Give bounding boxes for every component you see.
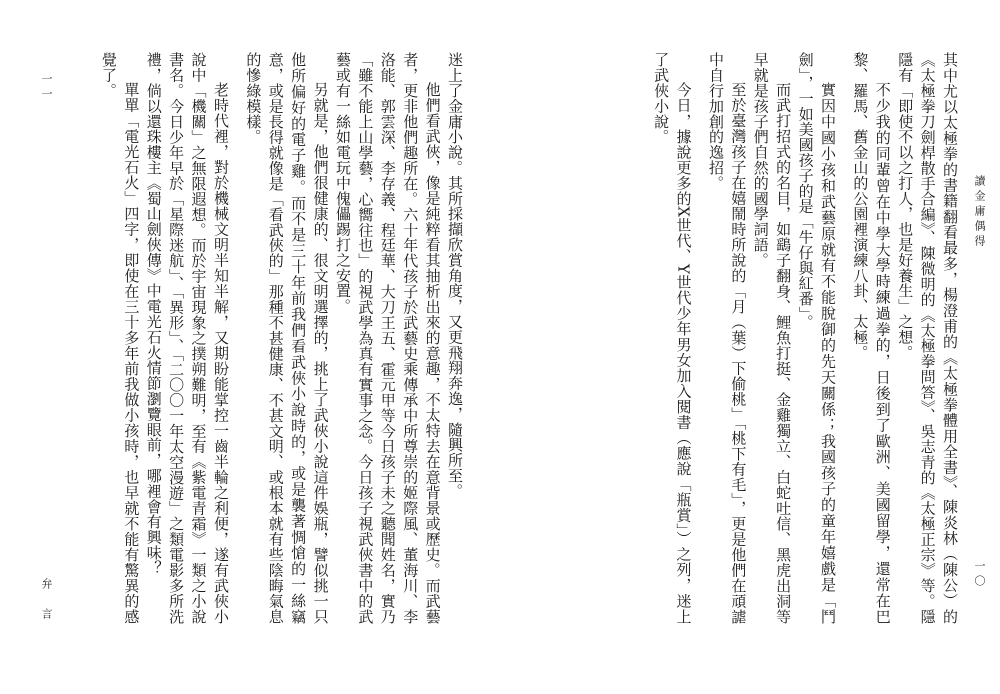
paragraph: 至於臺灣孩子在嬉鬧時所說的「月（葉）下偷桃」「桃下有毛」，更是他們在頑謔中自行加創的逸招。 <box>706 52 748 624</box>
paragraph: 實因中國小孩和武藝原就有不能脫御的先天關係；我國孩子的童年嬉戲是「鬥劍」，一如美國孩子的是「牛仔與紅番」。 <box>796 52 837 624</box>
paragraph: 迷上了金庸小說。其所採擷欣賞角度，又更飛翔奔逸，隨興所至。 <box>446 52 464 499</box>
right-page-body <box>531 52 961 624</box>
page-number: 一一 <box>40 73 53 103</box>
page-number: 一〇 <box>973 560 986 590</box>
running-title: 弁 言 <box>40 578 53 623</box>
paragraph: 他們看武俠，像是純粹看其抽析出來的意趣，不太特去在意背景或歷史。而武藝者，更非他們趣所在。六十年代孩子於武藝史乘傳承中所尊崇的姬際風、董海川、李洛能、郭雲深、李存義、程廷華、大刀王五、霍元甲等今日孩子未之聽聞姓名，實乃「雖不能上山學藝，心嚮往也」的視武學為真有實事之念。今日孩子視武俠書中的武藝或有一絲如電玩中傀儡踢打之安置。 <box>333 52 442 624</box>
left-page-body <box>36 52 466 624</box>
running-title: 讀金庸偶得 <box>973 175 986 250</box>
paragraph: 今日，據說更多的X世代、Y世代少年男女加入閱書（應說「瓶賞」）之列，迷上了武俠小說。 <box>652 52 693 624</box>
paragraph: 單單「電光石火」四字，即使在三十多年前我做小孩時，也早就不能有驚異的感覺了。 <box>99 52 141 624</box>
paragraph: 而武打招式的名目，如鷂子翻身、鯉魚打挺、金雞獨立、白蛇吐信、黑虎出洞等早就是孩子們自然的國學詞語。 <box>751 52 793 624</box>
paragraph: 其中尤以太極拳的書籍翻看最多，楊澄甫的《太極拳體用全書》、陳炎林（陳公）的《太極拳刀劍桿散手合編》、陳微明的《太極拳問答》、吳志青的《太極正宗》等。隱隱有「即使不以之打人，也是好養生」之想。 <box>896 52 959 624</box>
right-page <box>500 0 1000 694</box>
paragraph: 不少我的同輩曾在中學大學時練過拳的，日後到了歐洲、美國留學，還常在巴黎、羅馬、舊金山的公園裡演練八卦、太極。 <box>851 52 892 624</box>
paragraph: 另就是，他們很健康的、很文明選擇的，挑上了武俠小說這件娛瓶，譬似挑一只他所偏好的電子雞。而不是三十年前我們看武俠小說時的，或是襲著惆愴的一絲竊意，或是長得就像是「看武俠的」那種不甚健康、不甚文明、或根本就有些陰晦氣息的慘綠模樣。 <box>244 52 330 624</box>
paragraph: 老時代裡，對於機械文明半知半解，又期盼能掌控一齒半輪之利便，遂有武俠小說中「機關」之無限遐想。而於宇宙現象之撲朔難明，至有《紫電青霜》一類之小說書名。今日少年早於「星際迷航」、「異形」、「二〇〇一年太空漫遊」之類電影多所洗禮，倘以還珠樓主《蜀山劍俠傳》中電光石火情節瀏覽眼前，哪裡會有興味？ <box>144 52 230 624</box>
